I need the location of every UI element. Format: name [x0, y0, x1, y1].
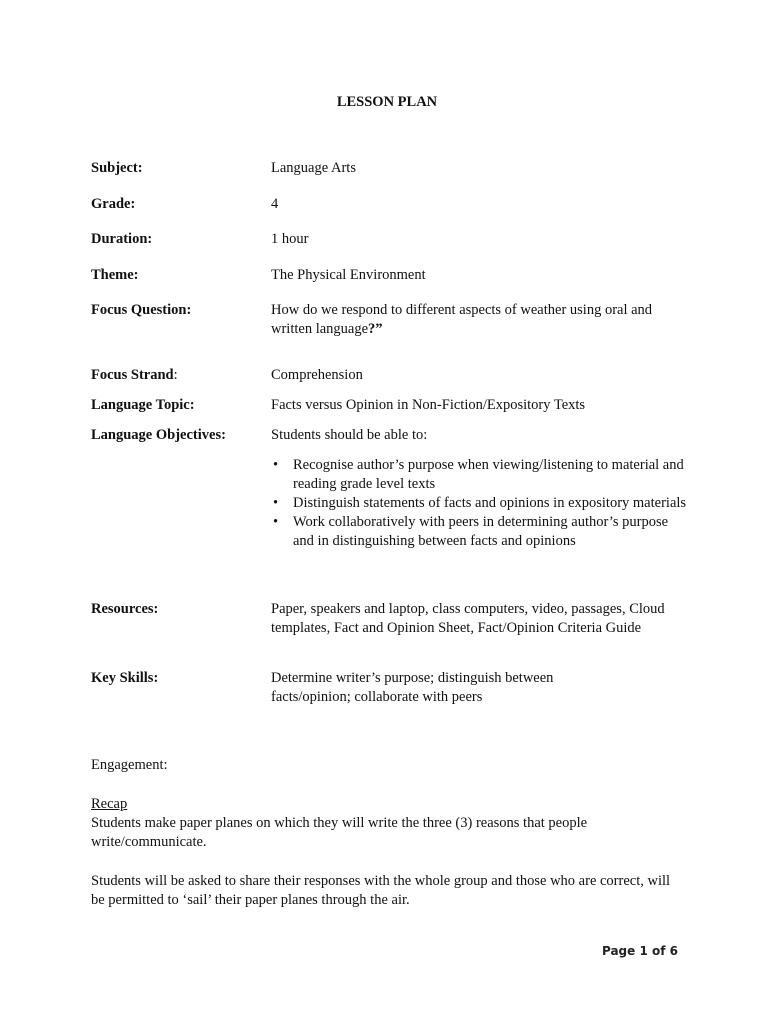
language-topic-value: Facts versus Opinion in Non-Fiction/Expository Texts [271, 397, 586, 413]
focus-strand-label [91, 366, 266, 385]
objective-text: Distinguish statements of facts and opinions in expository materials [293, 495, 687, 511]
recap-heading: Recap [91, 796, 128, 812]
focus-strand-value: Comprehension [271, 367, 363, 383]
share-text: Students will be asked to share their responses with the whole group and those who are correct, will be permitted to ‘sail’ their paper planes through the air. [91, 873, 671, 908]
engagement-heading: Engagement: [91, 757, 168, 773]
bullet-icon: • [273, 457, 279, 473]
page-prefix: Page [601, 944, 640, 958]
objective-text: Recognise author’s purpose when viewing/listening to material and reading grade level texts [293, 457, 684, 492]
grade-label: Grade: [91, 196, 136, 212]
key-skills-value: Determine writer’s purpose; distinguish between facts/opinion; collaborate with peers [271, 670, 554, 705]
focus-question-line2: written language [271, 321, 369, 337]
focus-strand-label-text: Focus Strand [91, 367, 174, 383]
list-item [271, 456, 691, 494]
objectives-list [271, 456, 691, 551]
grade-value: 4 [271, 196, 279, 212]
language-topic-label: Language Topic: [91, 397, 195, 413]
recap-text: Students make paper planes on which they will write the three (3) reasons that people write/communicate. [91, 815, 588, 850]
bullet-icon: • [273, 514, 279, 530]
focus-question-line1: How do we respond to different aspects of weather using oral and [271, 302, 653, 318]
focus-question-value [271, 301, 691, 339]
language-objectives-intro: Students should be able to: [271, 427, 428, 443]
page-of: of [647, 944, 670, 958]
key-skills-label: Key Skills: [91, 670, 159, 686]
theme-value: The Physical Environment [271, 267, 426, 283]
resources-label: Resources: [91, 601, 159, 617]
focus-strand-label-colon: : [173, 367, 178, 383]
focus-question-label: Focus Question: [91, 302, 192, 318]
page-number [602, 942, 678, 961]
resources-value: Paper, speakers and laptop, class computers, video, passages, Cloud templates, Fact and Opinion Sheet, Fact/Opinion Criteria Guide [271, 601, 665, 636]
duration-value: 1 hour [271, 231, 309, 247]
bullet-icon: • [273, 495, 279, 511]
focus-question-end: ?” [368, 321, 383, 337]
list-item [271, 513, 691, 551]
list-item [271, 494, 691, 513]
subject-value: Language Arts [271, 160, 356, 176]
duration-label: Duration: [91, 231, 153, 247]
document-title: LESSON PLAN [336, 94, 438, 110]
page-current: 1 [639, 944, 648, 958]
theme-label: Theme: [91, 267, 139, 283]
page-total: 6 [669, 944, 678, 958]
objective-text: Work collaboratively with peers in determining author’s purpose and in distinguishing between facts and opinions [293, 514, 669, 549]
language-objectives-label: Language Objectives: [91, 427, 226, 443]
subject-label: Subject: [91, 160, 143, 176]
